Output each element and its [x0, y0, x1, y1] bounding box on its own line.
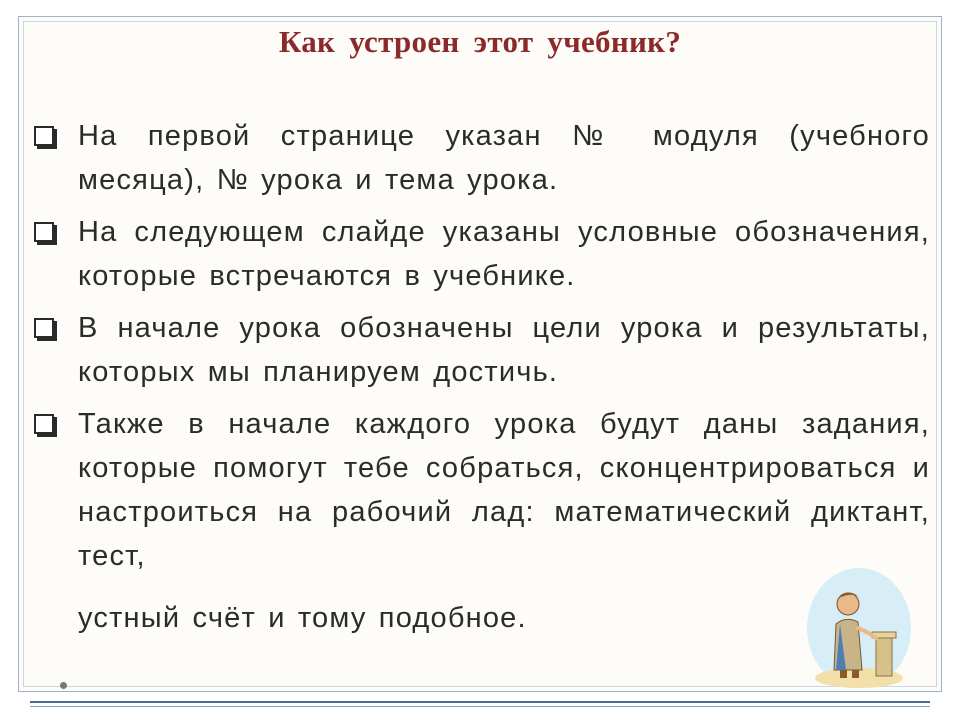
list-item-text: Также в начале каждого урока будут даны задания, которые помогут тебе собраться, сконцентрироваться и настроиться на рабочий лад: математический диктант, тест, — [78, 408, 930, 572]
list-item-text: На первой странице указан № модуля (учебного месяца), № урока и тема урока. — [78, 120, 930, 196]
list-item — [30, 114, 930, 202]
bottom-rule-thin — [30, 706, 930, 707]
checkbox-icon — [34, 222, 54, 242]
list-item — [30, 210, 930, 298]
checkbox-icon — [34, 126, 54, 146]
scholar-with-scroll-illustration — [806, 566, 912, 690]
slide-title: Как устроен этот учебник? — [278, 24, 682, 59]
bullet-list — [30, 114, 930, 586]
list-item-continuation: устный счёт и тому подобное. — [78, 602, 527, 634]
list-item — [30, 402, 930, 578]
list-item — [30, 306, 930, 394]
bottom-rule — [30, 701, 930, 703]
checkbox-icon — [34, 318, 54, 338]
list-item-text: В начале урока обозначены цели урока и результаты, которых мы планируем достичь. — [78, 312, 930, 388]
slide-bullet-dot — [60, 682, 67, 689]
list-item-text: На следующем слайде указаны условные обозначения, которые встречаются в учебнике. — [78, 216, 930, 292]
checkbox-icon — [34, 414, 54, 434]
